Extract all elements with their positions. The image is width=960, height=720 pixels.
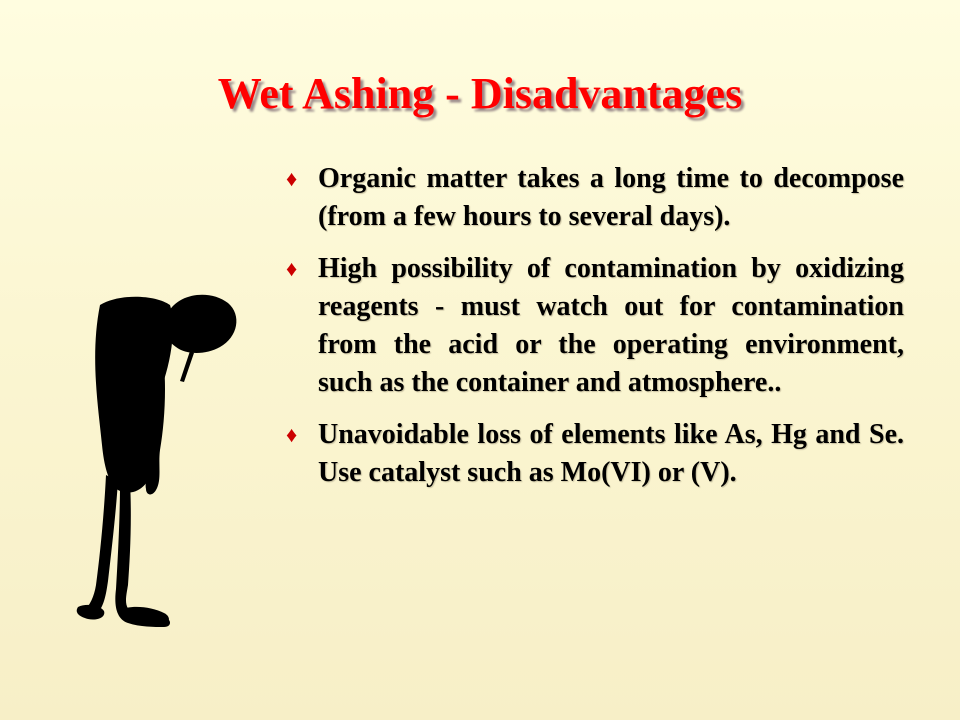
bullet-text: Unavoidable loss of elements like As, Hg and Se. Use catalyst such as Mo(VI) or (V). [318,419,904,488]
diamond-bullet-icon: ♦ [286,166,298,191]
bullet-text: High possibility of contamination by oxidizing reagents - must watch out for contamination from the acid or the operating environment, such as the container and atmosphere.. [318,253,904,398]
tired-stick-figure-icon [60,285,260,645]
bullet-item [282,416,904,492]
slide-title: Wet Ashing - Disadvantages [217,69,743,118]
diamond-bullet-icon: ♦ [286,256,298,281]
bullet-item [282,160,904,236]
bullet-item [282,250,904,402]
diamond-bullet-icon: ♦ [286,422,298,447]
bullet-text: Organic matter takes a long time to decompose (from a few hours to several days). [318,163,904,232]
bullet-list [282,160,904,506]
